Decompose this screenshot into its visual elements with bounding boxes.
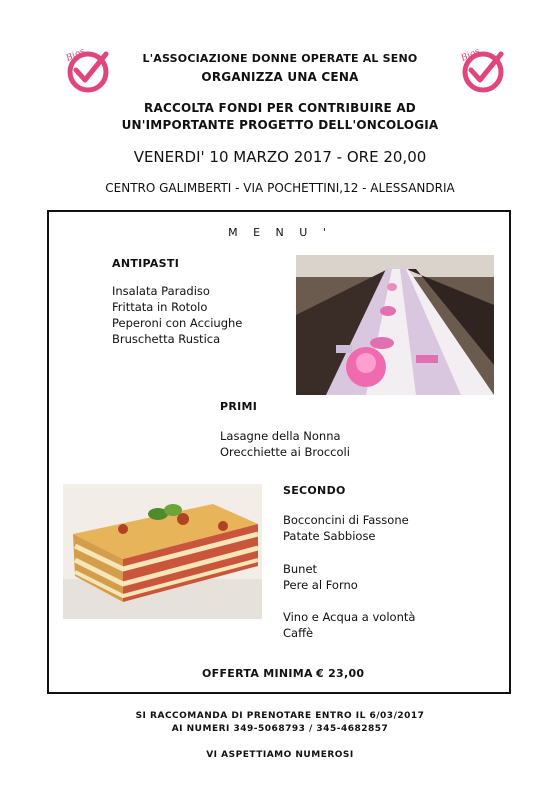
list-item: Caffè	[283, 626, 314, 640]
list-item: Orecchiette ai Broccoli	[220, 445, 350, 459]
list-item: Pere al Forno	[283, 578, 358, 592]
list-item: Insalata Paradiso	[112, 284, 210, 298]
primi-list	[220, 428, 350, 460]
menu-title: M E N U '	[228, 226, 332, 239]
list-item: Patate Sabbiose	[283, 529, 376, 543]
header-oncology: UN'IMPORTANTE PROGETTO DELL'ONCOLOGIA	[121, 118, 439, 132]
header-dinner: ORGANIZZA UNA CENA	[201, 70, 359, 84]
secondo-list	[283, 512, 409, 544]
list-item: Bocconcini di Fassone	[283, 513, 409, 527]
footer-reservation: SI RACCOMANDA DI PRENOTARE ENTRO IL 6/03/2017	[135, 711, 425, 721]
lasagna-photo	[63, 484, 262, 619]
primi-title: PRIMI	[220, 400, 258, 413]
event-date: VENERDI' 10 MARZO 2017 - ORE 20,00	[133, 148, 427, 166]
antipasti-title: ANTIPASTI	[112, 257, 180, 270]
event-location: CENTRO GALIMBERTI - VIA POCHETTINI,12 - ALESSANDRIA	[105, 181, 455, 195]
header-fundraising: RACCOLTA FONDI PER CONTRIBUIRE AD	[144, 101, 416, 115]
drinks-list	[283, 609, 415, 641]
footer-phone-numbers: AI NUMERI 349-5068793 / 345-4682857	[171, 724, 389, 734]
offer-label: OFFERTA MINIMA	[202, 667, 313, 680]
bios-logo-text: Bios	[459, 46, 482, 64]
list-item: Bunet	[283, 562, 318, 576]
list-item: Bruschetta Rustica	[112, 332, 221, 346]
list-item: Vino e Acqua a volontà	[283, 610, 416, 624]
secondo-title: SECONDO	[283, 484, 346, 497]
bios-logo-text: Bios	[64, 46, 87, 64]
header-association: L'ASSOCIAZIONE DONNE OPERATE AL SENO	[142, 52, 418, 65]
list-item: Peperoni con Acciughe	[112, 316, 243, 330]
list-item: Lasagne della Nonna	[220, 429, 341, 443]
list-item: Frittata in Rotolo	[112, 300, 208, 314]
offer-price: € 23,00	[316, 667, 365, 680]
footer-closing: VI ASPETTIAMO NUMEROSI	[206, 750, 354, 760]
banquet-table-photo	[296, 255, 494, 395]
antipasti-list	[112, 283, 242, 347]
dessert-list	[283, 561, 358, 593]
